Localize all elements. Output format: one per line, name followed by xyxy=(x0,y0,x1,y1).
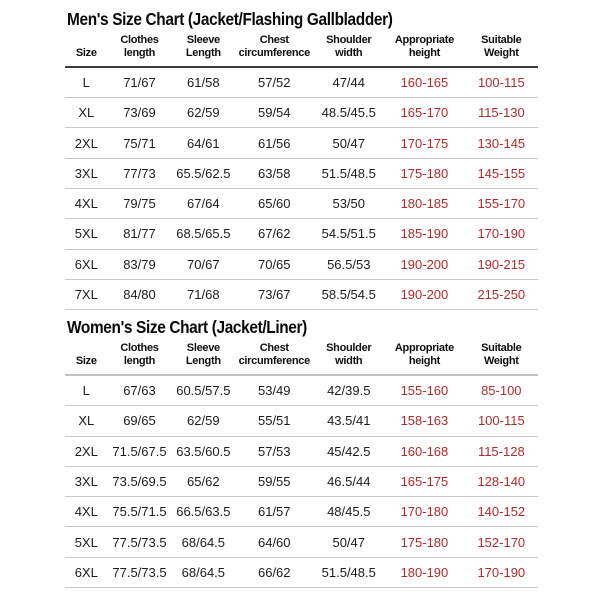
value-cell-sleeve-length: 66.5/63.5 xyxy=(171,497,235,527)
value-cell-sleeve-length: 71/68 xyxy=(171,279,235,309)
column-header-appropriate-height: Appropriate height xyxy=(384,32,464,67)
value-cell-suitable-weight: 100-115 xyxy=(465,406,538,436)
value-cell-appropriate-height: 158-163 xyxy=(384,406,464,436)
value-cell-chest-circumference: 57/53 xyxy=(235,436,313,466)
value-cell-sleeve-length: 68/64.5 xyxy=(171,557,235,587)
value-cell-sleeve-length: 64/61 xyxy=(171,128,235,158)
column-header-suitable-weight: Suitable Weight xyxy=(465,340,538,375)
table-row-xl xyxy=(65,406,538,436)
value-cell-shoulder-width: 43.5/41 xyxy=(313,406,384,436)
value-cell-clothes-length: 77.5/73.5 xyxy=(108,527,172,557)
value-cell-sleeve-length: 62/59 xyxy=(171,406,235,436)
value-cell-sleeve-length: 62/59 xyxy=(171,98,235,128)
size-cell: L xyxy=(65,67,108,97)
value-cell-appropriate-height: 180-190 xyxy=(384,557,464,587)
value-cell-clothes-length: 73/69 xyxy=(108,98,172,128)
value-cell-appropriate-height: 160-165 xyxy=(384,67,464,97)
value-cell-shoulder-width: 42/39.5 xyxy=(313,375,384,405)
value-cell-suitable-weight: 140-152 xyxy=(465,497,538,527)
value-cell-shoulder-width: 50/47 xyxy=(313,128,384,158)
value-cell-chest-circumference: 59/55 xyxy=(235,466,313,496)
value-cell-chest-circumference: 67/62 xyxy=(235,219,313,249)
table-row-5xl xyxy=(65,527,538,557)
table-row-xl xyxy=(65,98,538,128)
value-cell-clothes-length: 71/67 xyxy=(108,67,172,97)
column-header-chest-circumference: Chest circumference xyxy=(235,32,313,67)
column-header-sleeve-length: Sleeve Length xyxy=(171,340,235,375)
table-row-6xl xyxy=(65,557,538,587)
size-cell: 5XL xyxy=(65,527,108,557)
column-header-shoulder-width: Shoulder width xyxy=(313,340,384,375)
value-cell-shoulder-width: 48/45.5 xyxy=(313,497,384,527)
value-cell-sleeve-length: 68.5/65.5 xyxy=(171,219,235,249)
value-cell-appropriate-height: 175-180 xyxy=(384,158,464,188)
value-cell-sleeve-length: 68/64.5 xyxy=(171,527,235,557)
size-cell: 3XL xyxy=(65,158,108,188)
value-cell-shoulder-width: 48.5/45.5 xyxy=(313,98,384,128)
value-cell-appropriate-height: 185-190 xyxy=(384,219,464,249)
value-cell-appropriate-height: 160-168 xyxy=(384,436,464,466)
value-cell-clothes-length: 84/80 xyxy=(108,279,172,309)
value-cell-clothes-length: 83/79 xyxy=(108,249,172,279)
value-cell-chest-circumference: 53/49 xyxy=(235,375,313,405)
size-cell: 2XL xyxy=(65,128,108,158)
value-cell-clothes-length: 73.5/69.5 xyxy=(108,466,172,496)
value-cell-suitable-weight: 128-140 xyxy=(465,466,538,496)
value-cell-chest-circumference: 61/56 xyxy=(235,128,313,158)
value-cell-suitable-weight: 170-190 xyxy=(465,219,538,249)
value-cell-suitable-weight: 145-155 xyxy=(465,158,538,188)
header-row xyxy=(65,32,538,67)
value-cell-clothes-length: 79/75 xyxy=(108,188,172,218)
table-row-4xl xyxy=(65,497,538,527)
table-row-3xl xyxy=(65,158,538,188)
value-cell-clothes-length: 77.5/73.5 xyxy=(108,557,172,587)
mens-chart-title: Men's Size Chart (Jacket/Flashing Gallbladder) xyxy=(67,9,393,29)
value-cell-shoulder-width: 45/42.5 xyxy=(313,436,384,466)
column-header-clothes-length: Clothes length xyxy=(108,32,172,67)
size-cell: XL xyxy=(65,98,108,128)
size-cell: L xyxy=(65,375,108,405)
womens-chart-title: Women's Size Chart (Jacket/Liner) xyxy=(67,317,307,338)
table-row-4xl xyxy=(65,188,538,218)
size-cell: 4XL xyxy=(65,188,108,218)
column-header-chest-circumference: Chest circumference xyxy=(235,340,313,375)
value-cell-chest-circumference: 65/60 xyxy=(235,188,313,218)
column-header-clothes-length: Clothes length xyxy=(108,340,172,375)
value-cell-appropriate-height: 155-160 xyxy=(384,375,464,405)
size-cell: 5XL xyxy=(65,219,108,249)
table-row-l xyxy=(65,375,538,405)
column-header-appropriate-height: Appropriate height xyxy=(384,340,464,375)
value-cell-sleeve-length: 65/62 xyxy=(171,466,235,496)
value-cell-shoulder-width: 56.5/53 xyxy=(313,249,384,279)
value-cell-appropriate-height: 180-185 xyxy=(384,188,464,218)
value-cell-shoulder-width: 58.5/54.5 xyxy=(313,279,384,309)
value-cell-suitable-weight: 115-128 xyxy=(465,436,538,466)
womens-size-chart-section xyxy=(65,317,538,588)
size-cell: 4XL xyxy=(65,497,108,527)
womens-size-table xyxy=(65,340,538,588)
table-row-6xl xyxy=(65,249,538,279)
value-cell-sleeve-length: 67/64 xyxy=(171,188,235,218)
mens-table-header xyxy=(65,32,538,67)
womens-table-header xyxy=(65,340,538,375)
value-cell-chest-circumference: 57/52 xyxy=(235,67,313,97)
value-cell-appropriate-height: 165-170 xyxy=(384,98,464,128)
value-cell-clothes-length: 67/63 xyxy=(108,375,172,405)
value-cell-suitable-weight: 155-170 xyxy=(465,188,538,218)
table-row-5xl xyxy=(65,219,538,249)
size-cell: 7XL xyxy=(65,279,108,309)
value-cell-clothes-length: 77/73 xyxy=(108,158,172,188)
value-cell-clothes-length: 69/65 xyxy=(108,406,172,436)
column-header-shoulder-width: Shoulder width xyxy=(313,32,384,67)
mens-size-table xyxy=(65,32,538,310)
value-cell-shoulder-width: 51.5/48.5 xyxy=(313,557,384,587)
value-cell-sleeve-length: 63.5/60.5 xyxy=(171,436,235,466)
value-cell-sleeve-length: 61/58 xyxy=(171,67,235,97)
table-row-2xl xyxy=(65,436,538,466)
table-row-7xl xyxy=(65,279,538,309)
value-cell-shoulder-width: 47/44 xyxy=(313,67,384,97)
value-cell-shoulder-width: 54.5/51.5 xyxy=(313,219,384,249)
value-cell-chest-circumference: 61/57 xyxy=(235,497,313,527)
table-row-3xl xyxy=(65,466,538,496)
womens-table-body xyxy=(65,375,538,587)
mens-table-body xyxy=(65,67,538,309)
value-cell-clothes-length: 75.5/71.5 xyxy=(108,497,172,527)
value-cell-chest-circumference: 59/54 xyxy=(235,98,313,128)
value-cell-appropriate-height: 170-180 xyxy=(384,497,464,527)
table-row-2xl xyxy=(65,128,538,158)
column-header-sleeve-length: Sleeve Length xyxy=(171,32,235,67)
size-cell: XL xyxy=(65,406,108,436)
size-cell: 3XL xyxy=(65,466,108,496)
value-cell-suitable-weight: 85-100 xyxy=(465,375,538,405)
value-cell-clothes-length: 71.5/67.5 xyxy=(108,436,172,466)
value-cell-chest-circumference: 73/67 xyxy=(235,279,313,309)
value-cell-shoulder-width: 51.5/48.5 xyxy=(313,158,384,188)
value-cell-shoulder-width: 50/47 xyxy=(313,527,384,557)
value-cell-chest-circumference: 63/58 xyxy=(235,158,313,188)
value-cell-appropriate-height: 165-175 xyxy=(384,466,464,496)
value-cell-suitable-weight: 152-170 xyxy=(465,527,538,557)
value-cell-appropriate-height: 175-180 xyxy=(384,527,464,557)
value-cell-suitable-weight: 190-215 xyxy=(465,249,538,279)
value-cell-sleeve-length: 70/67 xyxy=(171,249,235,279)
value-cell-chest-circumference: 66/62 xyxy=(235,557,313,587)
value-cell-suitable-weight: 115-130 xyxy=(465,98,538,128)
size-cell: 2XL xyxy=(65,436,108,466)
value-cell-shoulder-width: 46.5/44 xyxy=(313,466,384,496)
value-cell-suitable-weight: 100-115 xyxy=(465,67,538,97)
column-header-suitable-weight: Suitable Weight xyxy=(465,32,538,67)
column-header-size: Size xyxy=(65,340,108,375)
mens-size-chart-section xyxy=(65,9,538,310)
size-cell: 6XL xyxy=(65,557,108,587)
value-cell-appropriate-height: 170-175 xyxy=(384,128,464,158)
value-cell-chest-circumference: 64/60 xyxy=(235,527,313,557)
value-cell-suitable-weight: 130-145 xyxy=(465,128,538,158)
column-header-size: Size xyxy=(65,32,108,67)
value-cell-appropriate-height: 190-200 xyxy=(384,279,464,309)
value-cell-clothes-length: 81/77 xyxy=(108,219,172,249)
value-cell-chest-circumference: 70/65 xyxy=(235,249,313,279)
value-cell-sleeve-length: 60.5/57.5 xyxy=(171,375,235,405)
table-row-l xyxy=(65,67,538,97)
size-cell: 6XL xyxy=(65,249,108,279)
value-cell-chest-circumference: 55/51 xyxy=(235,406,313,436)
value-cell-suitable-weight: 170-190 xyxy=(465,557,538,587)
value-cell-appropriate-height: 190-200 xyxy=(384,249,464,279)
value-cell-shoulder-width: 53/50 xyxy=(313,188,384,218)
value-cell-suitable-weight: 215-250 xyxy=(465,279,538,309)
value-cell-sleeve-length: 65.5/62.5 xyxy=(171,158,235,188)
value-cell-clothes-length: 75/71 xyxy=(108,128,172,158)
header-row xyxy=(65,340,538,375)
